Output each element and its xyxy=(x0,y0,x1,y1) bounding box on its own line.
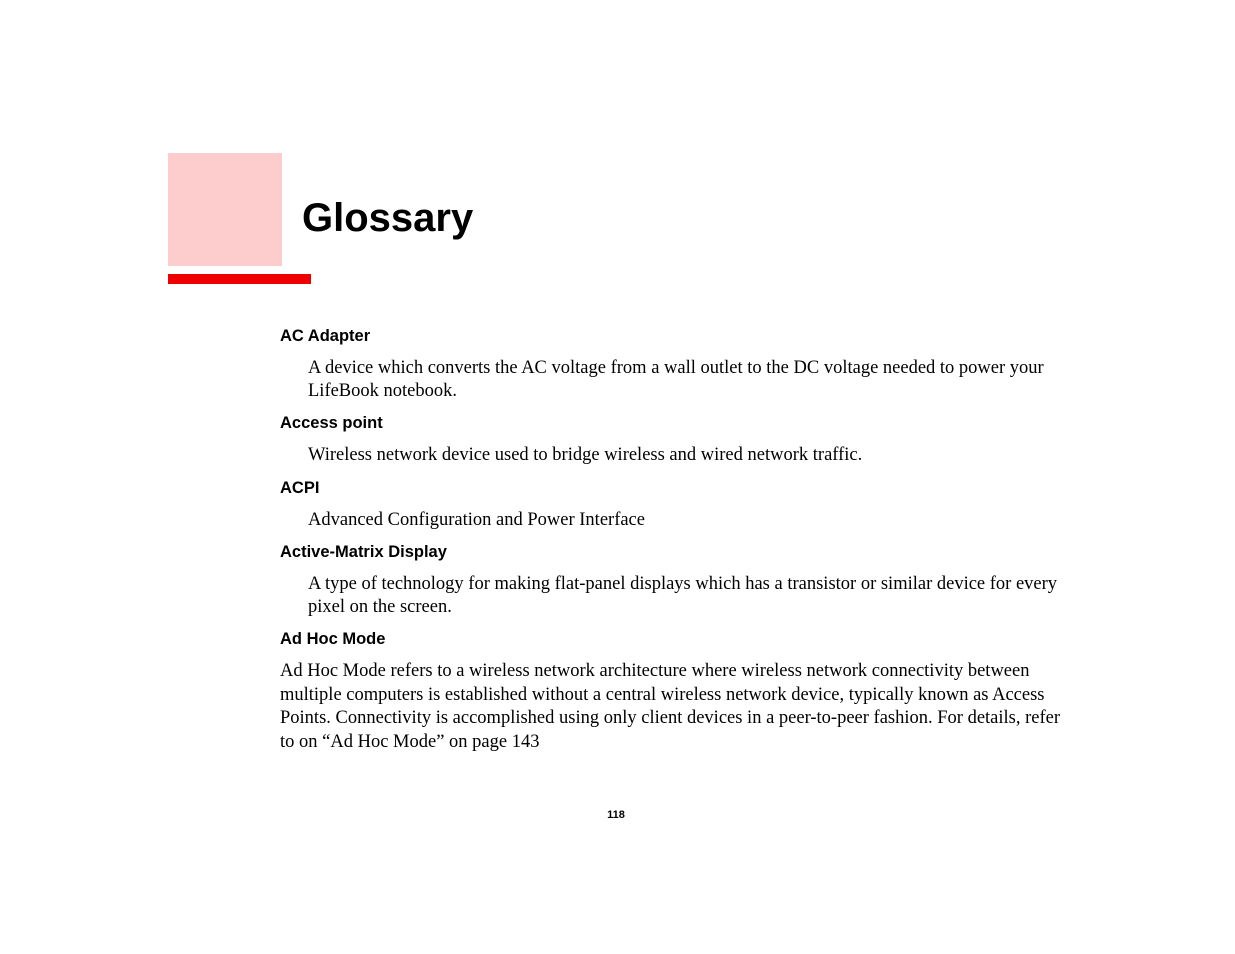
glossary-definition: A device which converts the AC voltage from a wall outlet to the DC voltage needed to power your LifeBook notebook. xyxy=(308,358,1044,401)
glossary-term: Access point xyxy=(280,414,383,432)
glossary-term: Active-Matrix Display xyxy=(280,543,447,561)
glossary-term: AC Adapter xyxy=(280,327,371,345)
glossary-definition: Ad Hoc Mode refers to a wireless network architecture where wireless network connectivity between multiple computers is established without a central wireless network device, typically known as Access Points. Connectivity is accomplished using only client devices in a peer-to-peer fashion. For details, refer to on “Ad Hoc Mode” on page 143 xyxy=(280,661,1061,752)
glossary-definition: A type of technology for making flat-panel displays which has a transistor or similar device for every pixel on the screen. xyxy=(308,574,1058,617)
title-underline-rule xyxy=(168,274,311,284)
chapter-tab-block xyxy=(168,153,282,266)
glossary-term: Ad Hoc Mode xyxy=(280,630,386,648)
page-number: 118 xyxy=(607,809,625,821)
glossary-definition: Wireless network device used to bridge wireless and wired network traffic. xyxy=(308,445,863,465)
glossary-definition: Advanced Configuration and Power Interface xyxy=(308,509,645,530)
glossary-term: ACPI xyxy=(280,478,320,497)
page-title: Glossary xyxy=(302,196,474,240)
glossary-entries xyxy=(280,325,1070,764)
